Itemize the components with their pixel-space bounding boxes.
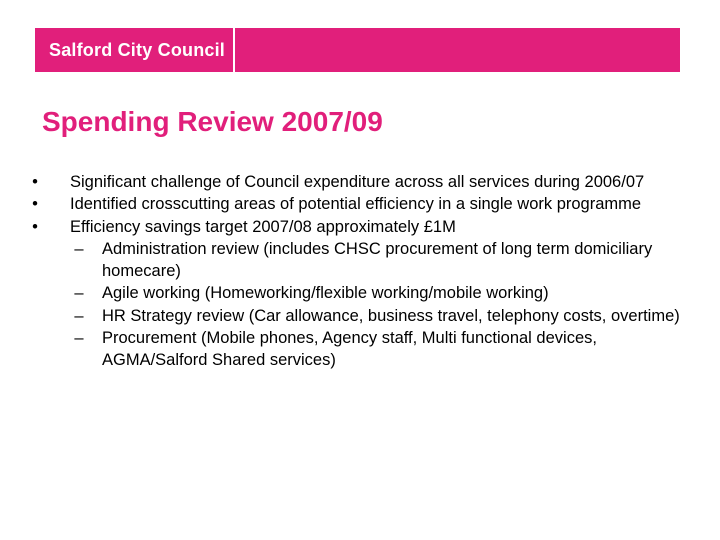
sub-bullet-text: Administration review (includes CHSC procurement of long term domiciliary homecare) bbox=[102, 239, 653, 281]
sub-bullet-text: HR Strategy review (Car allowance, business travel, telephony costs, overtime) bbox=[102, 306, 680, 325]
sub-bullet-item bbox=[28, 282, 688, 304]
sub-bullet-marker: – bbox=[74, 306, 84, 325]
bullet-marker: • bbox=[32, 217, 38, 236]
sub-bullet-text: Procurement (Mobile phones, Agency staff, Multi functional devices, AGMA/Salford Shared services) bbox=[102, 329, 597, 370]
header-banner bbox=[35, 28, 680, 72]
bullet-marker: • bbox=[32, 195, 38, 214]
sub-bullet-item bbox=[28, 327, 688, 372]
slide-title: Spending Review 2007/09 bbox=[42, 106, 383, 137]
sub-bullet-marker: – bbox=[74, 239, 84, 258]
bullet-marker: • bbox=[32, 173, 38, 191]
sub-bullet-item bbox=[28, 305, 688, 327]
sub-bullet-item bbox=[28, 238, 688, 283]
sub-bullet-marker: – bbox=[74, 284, 84, 303]
bullet-item bbox=[28, 171, 688, 193]
bullet-text: Identified crosscutting areas of potential efficiency in a single work programme bbox=[70, 195, 642, 214]
bullet-item bbox=[28, 216, 688, 238]
banner-divider bbox=[233, 28, 235, 72]
sub-bullet-text: Agile working (Homeworking/flexible working/mobile working) bbox=[102, 284, 549, 303]
bullet-text: Significant challenge of Council expenditure across all services during 2006/07 bbox=[70, 173, 645, 191]
sub-bullet-marker: – bbox=[74, 329, 84, 348]
org-logo-text: Salford City Council bbox=[49, 40, 226, 60]
bullet-text: Efficiency savings target 2007/08 approximately £1M bbox=[70, 217, 456, 236]
bullet-item bbox=[28, 193, 688, 215]
bullet-list bbox=[28, 171, 688, 372]
